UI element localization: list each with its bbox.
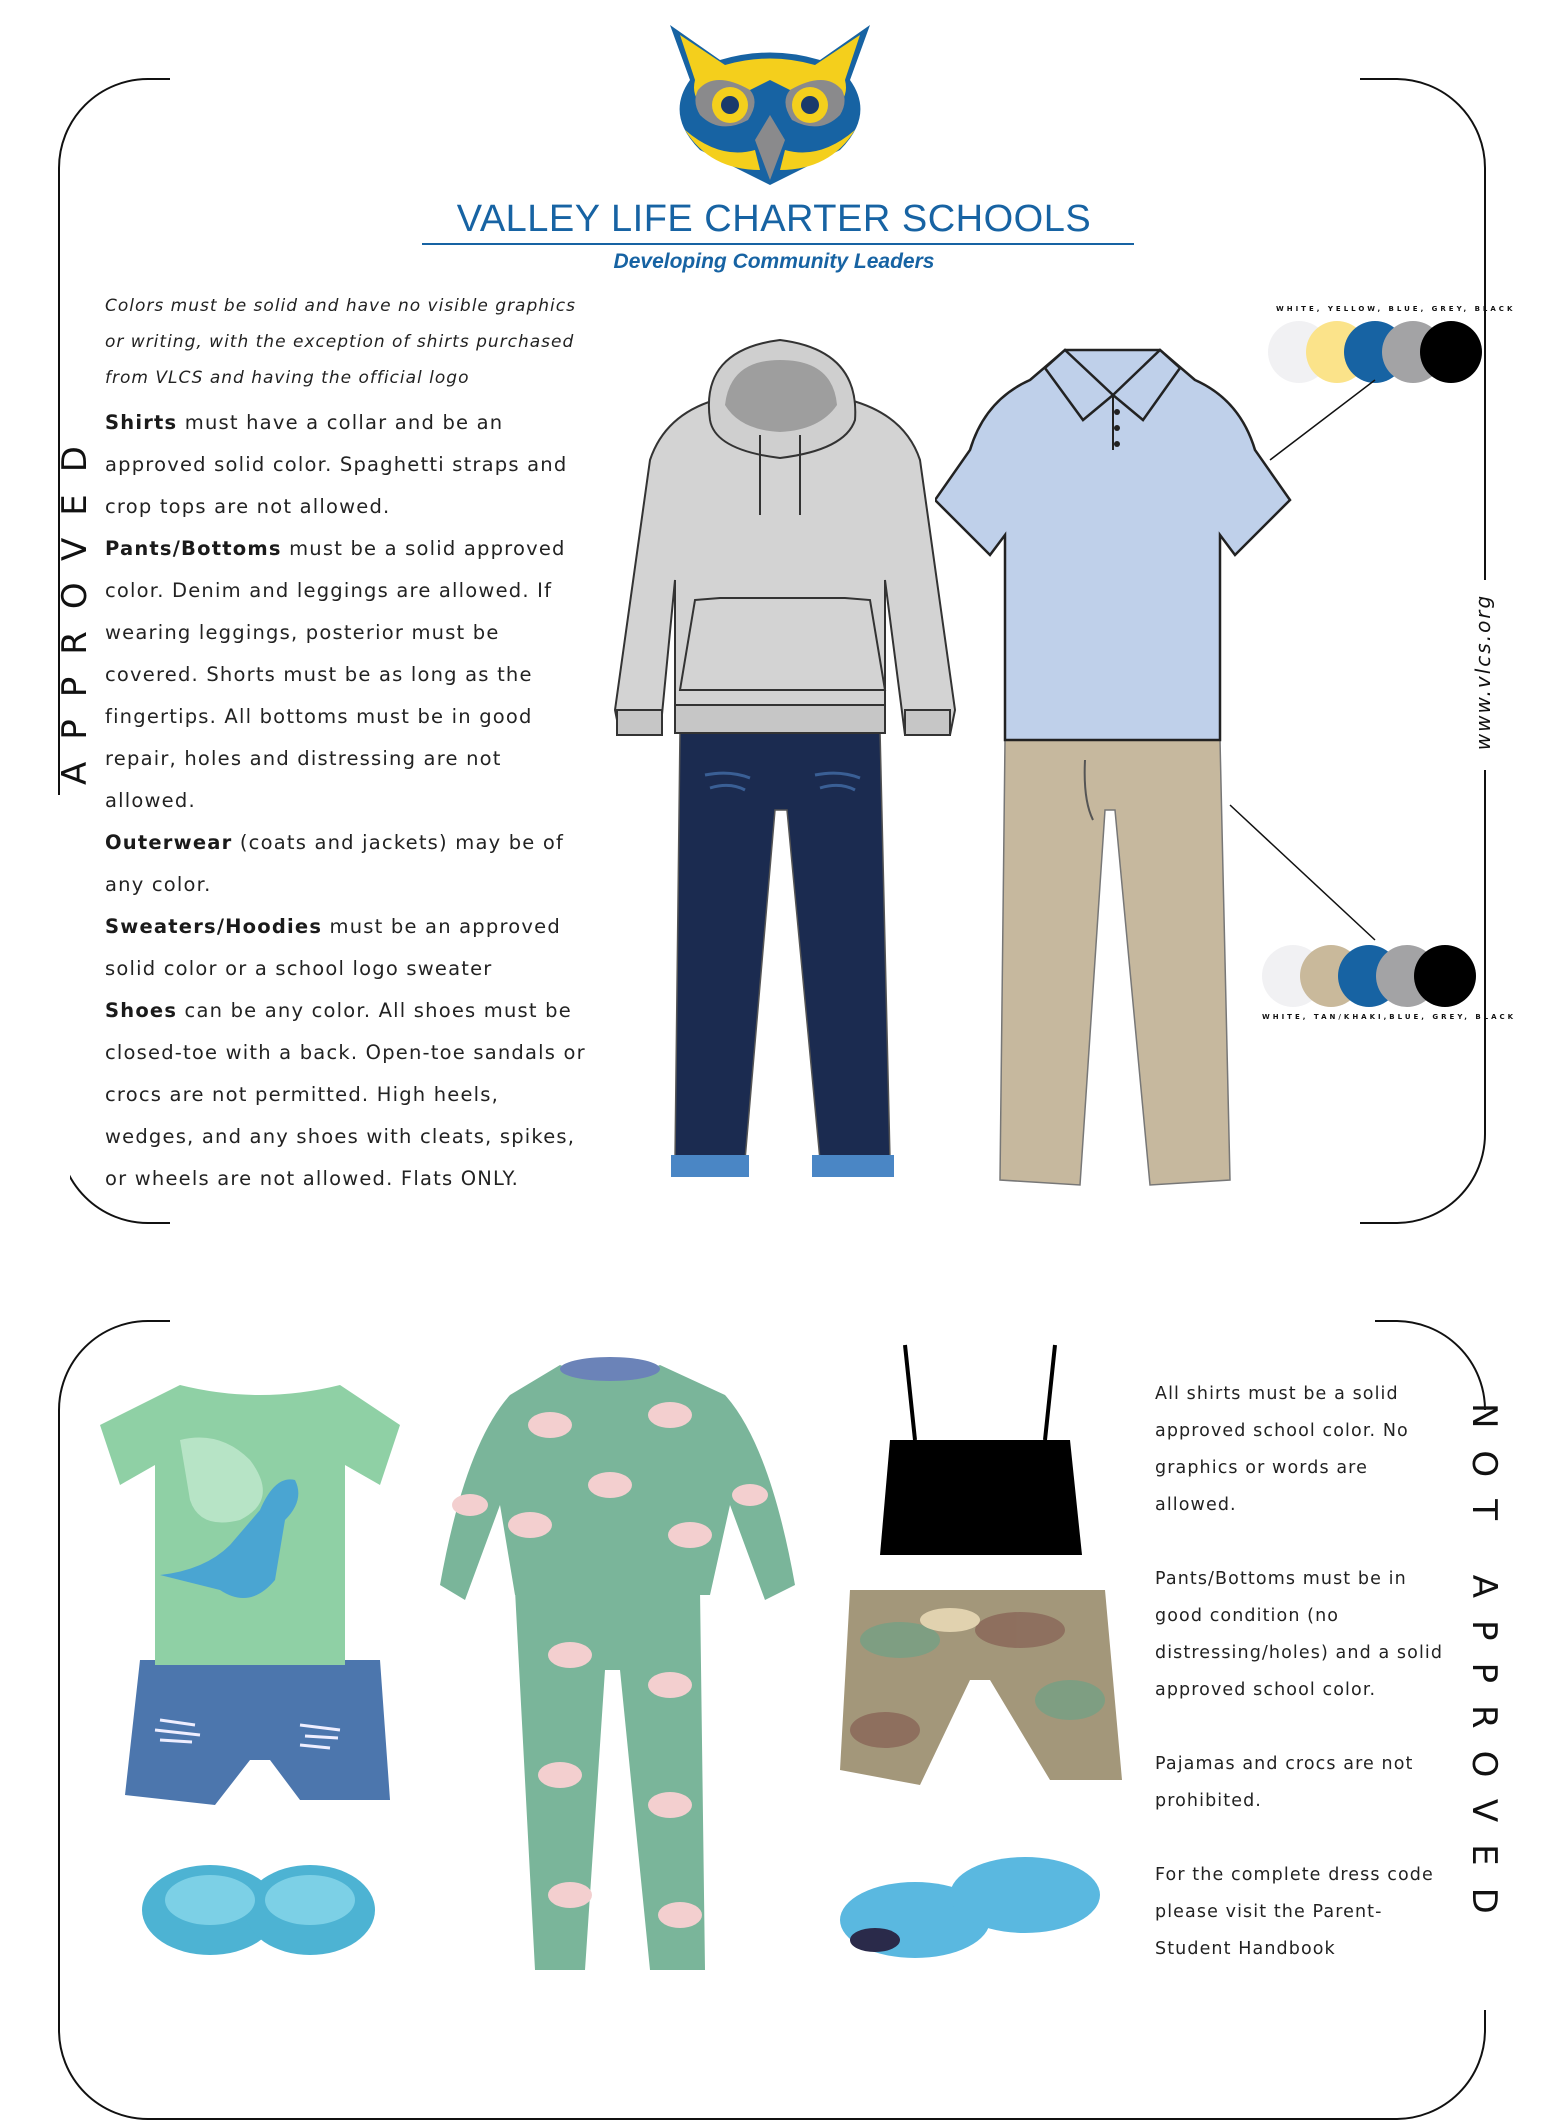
hoodie-jeans-illustration [605, 330, 965, 1190]
rule-keyword: Sweaters/Hoodies [105, 915, 323, 938]
website-link[interactable]: www.vlcs.org [1471, 593, 1495, 751]
frame-gap [170, 1210, 1360, 1234]
rule-text: must be a solid approved color. Denim and leggings are allowed. If wearing leggings, posterior must be covered. Shorts must be as long as the fingertips. All bottoms must be in good repair, holes and distressing are not allowed. [105, 537, 566, 812]
pants-pointer-line [1225, 800, 1385, 950]
approved-rules [105, 288, 595, 1200]
note-pajamas: Pajamas and crocs are not prohibited. [1155, 1754, 1414, 1811]
rule-outerwear [105, 822, 595, 906]
title-rule [422, 243, 1134, 245]
rule-shirts [105, 402, 595, 528]
owl-logo [650, 20, 890, 190]
rule-keyword: Shirts [105, 411, 178, 434]
school-name: VALLEY LIFE CHARTER SCHOOLS [456, 198, 1092, 240]
swatch-black [1414, 945, 1476, 1007]
not-approved-notes [1155, 1376, 1445, 2005]
frame-gap [50, 795, 70, 1215]
croptop-camo-outfit-illustration [830, 1340, 1130, 1980]
rule-keyword: Pants/Bottoms [105, 537, 282, 560]
rule-shoes [105, 990, 595, 1200]
rule-text: can be any color. All shoes must be closed-toe with a back. Open-toe sandals or crocs are not permitted. High heels, wedges, and any shoes with cleats, spikes, or wheels are not allowed. Flats ONLY. [105, 999, 586, 1190]
rule-sweaters [105, 906, 595, 990]
tagline: Developing Community Leaders [613, 250, 935, 273]
shirt-colors-label: WHITE, YELLOW, BLUE, GREY, BLACK [1276, 305, 1516, 313]
note-pants: Pants/Bottoms must be in good condition (no distressing/holes) and a solid approved school color. [1155, 1569, 1444, 1700]
not-approved-label: NOT APPROVED [1464, 1403, 1504, 1936]
swatch-black [1420, 321, 1482, 383]
rule-text: (coats and jackets) may be of any color. [105, 831, 565, 896]
pants-colors-label: WHITE, TAN/KHAKI,BLUE, GREY, BLACK [1262, 1013, 1517, 1021]
note-shirts: All shirts must be a solid approved school color. No graphics or words are allowed. [1155, 1384, 1409, 1515]
rule-text: must be an approved solid color or a school logo sweater [105, 915, 561, 980]
polo-khaki-illustration [935, 340, 1295, 1200]
pajamas-illustration [440, 1355, 800, 1985]
rule-text: must have a collar and be an approved solid color. Spaghetti straps and crop tops are not allowed. [105, 411, 568, 518]
slides-illustration [140, 1855, 380, 1970]
frame-gap [170, 1310, 1375, 1330]
rule-keyword: Outerwear [105, 831, 233, 854]
shirt-pointer-line [1265, 375, 1385, 465]
note-handbook: For the complete dress code please visit the Parent-Student Handbook [1155, 1865, 1434, 1959]
approved-intro: Colors must be solid and have no visible graphics or writing, with the exception of shirts purchased from VLCS and having the official logo [105, 296, 576, 388]
rule-keyword: Shoes [105, 999, 178, 1022]
approved-label: APPROVED [55, 424, 95, 785]
rule-pants [105, 528, 595, 822]
